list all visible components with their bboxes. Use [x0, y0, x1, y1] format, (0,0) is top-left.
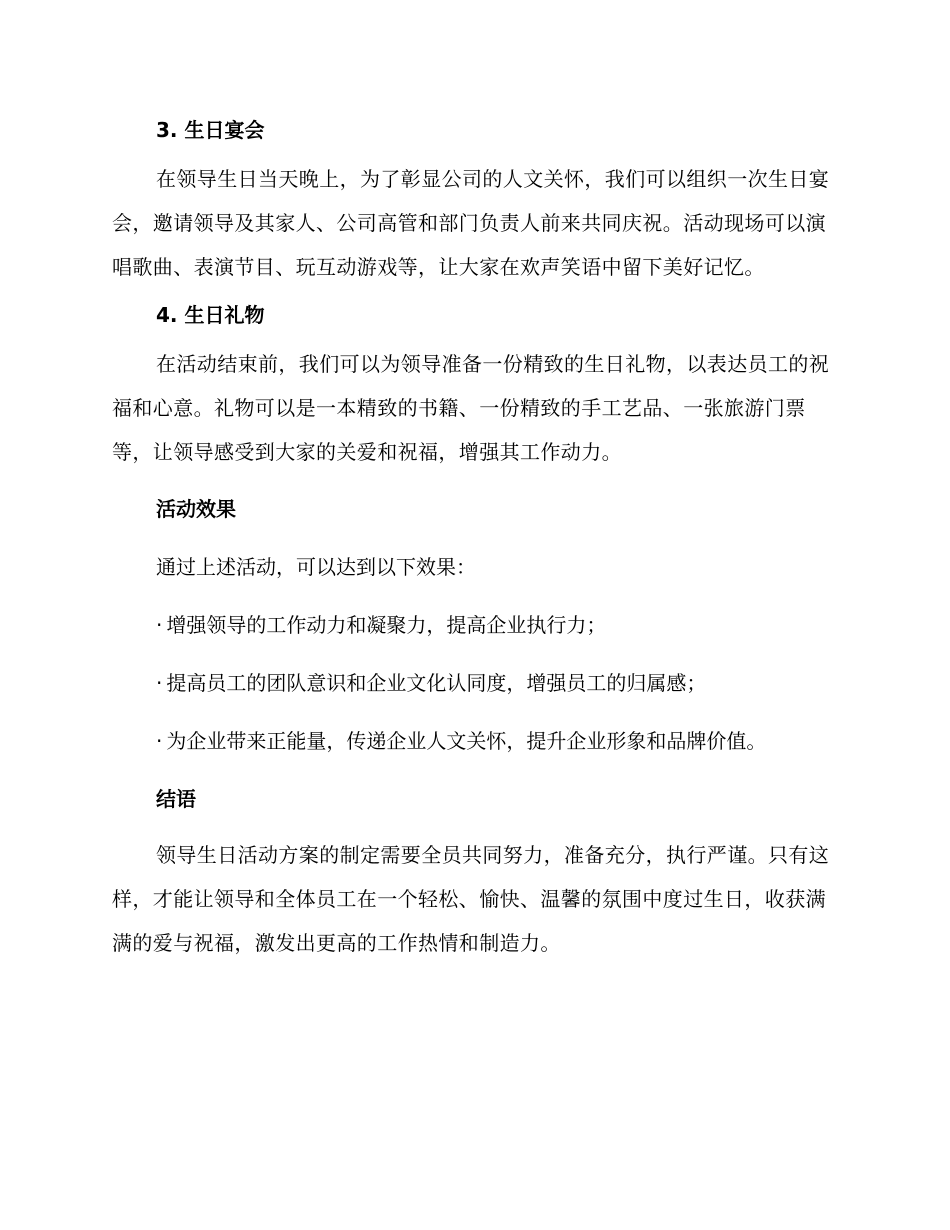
bullet-item [112, 725, 832, 757]
section-heading-gift: 4. 生日礼物 [156, 303, 265, 327]
section-heading-banquet: 3. 生日宴会 [156, 118, 265, 142]
paragraph-conclusion: 领导生日活动方案的制定需要全员共同努力，准备充分，执行严谨。只有这样，才能让领导和全体员工在一个轻松、愉快、温馨的氛围中度过生日，收获满满的爱与祝福，激发出更高的工作热情和制造力。 [112, 843, 830, 955]
section-heading-effects: 活动效果 [156, 497, 236, 521]
section-heading-conclusion: 结语 [156, 787, 196, 811]
paragraph-gift: 在活动结束前，我们可以为领导准备一份精致的生日礼物，以表达员工的祝福和心意。礼物可以是一本精致的书籍、一份精致的手工艺品、一张旅游门票等，让领导感受到大家的关爱和祝福，增强其工作动力。 [112, 352, 830, 464]
bullet-dot: · [156, 729, 163, 753]
bullet-item [112, 667, 832, 699]
bullet-item [112, 609, 832, 641]
bullet-text: 为企业带来正能量，传递企业人文关怀，提升企业形象和品牌价值。 [166, 729, 767, 753]
bullet-text: 提高员工的团队意识和企业文化认同度，增强员工的归属感； [166, 671, 707, 695]
effects-intro: 通过上述活动，可以达到以下效果： [156, 555, 476, 579]
paragraph-banquet: 在领导生日当天晚上，为了彰显公司的人文关怀，我们可以组织一次生日宴会，邀请领导及其家人、公司高管和部门负责人前来共同庆祝。活动现场可以演唱歌曲、表演节目、玩互动游戏等，让大家在欢声笑语中留下美好记忆。 [112, 167, 830, 279]
bullet-dot: · [156, 613, 163, 637]
bullet-text: 增强领导的工作动力和凝聚力，提高企业执行力； [166, 613, 607, 637]
document-page [112, 112, 832, 965]
bullet-dot: · [156, 671, 163, 695]
